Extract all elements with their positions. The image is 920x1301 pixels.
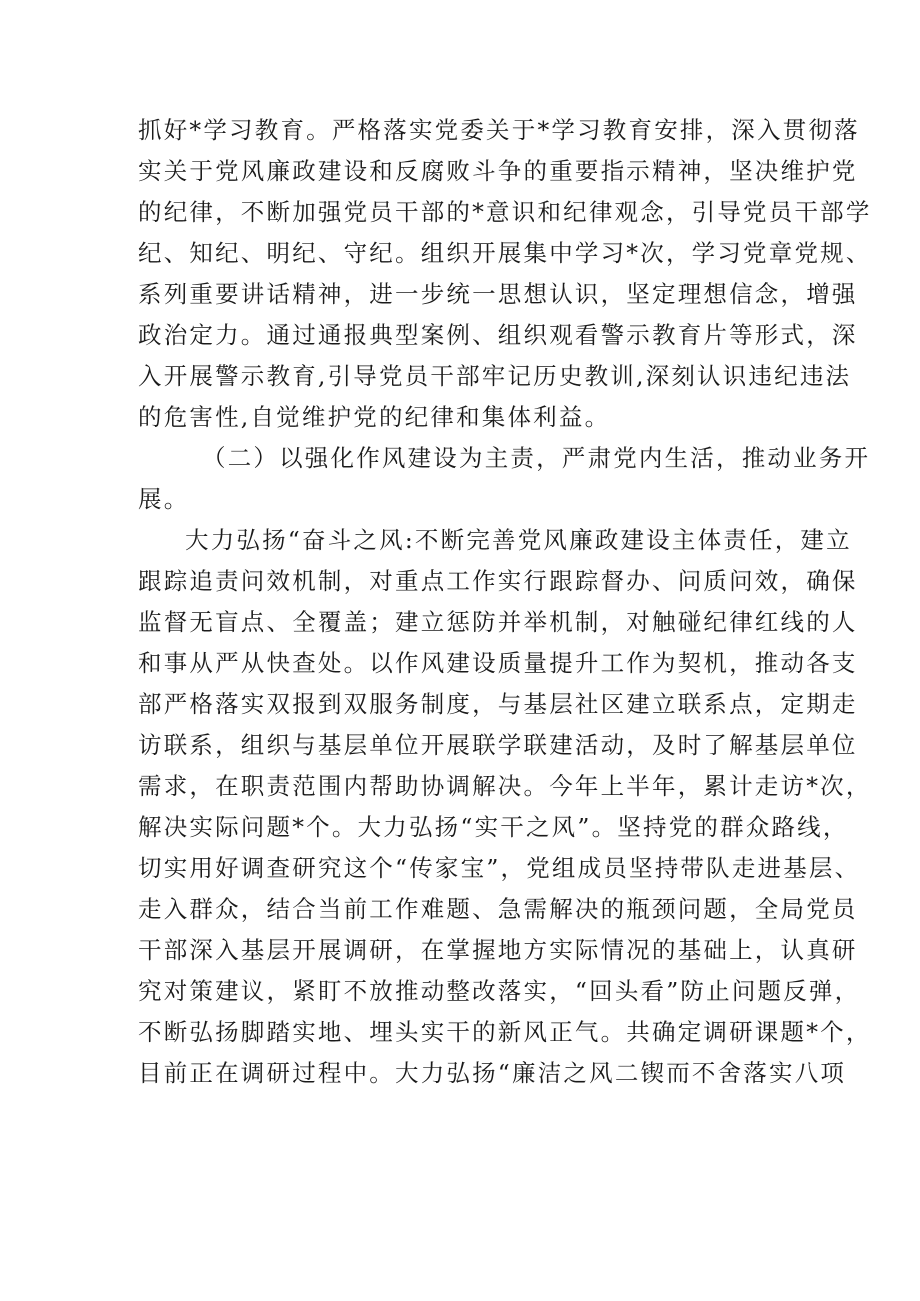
paragraph-first-line: 大力弘扬“奋斗之风:不断完善党风廉政建设主体责任，建立 bbox=[185, 526, 852, 554]
section-heading-continuation: 展。 bbox=[138, 485, 190, 513]
text-line: 系列重要讲话精神，进一步统一思想认识，坚定理想信念，增强 bbox=[138, 280, 858, 308]
text-line: 纪、知纪、明纪、守纪。组织开展集中学习*次，学习党章党规、 bbox=[138, 239, 872, 267]
text-line: 实关于党风廉政建设和反腐败斗争的重要指示精神，坚决维护党 bbox=[138, 157, 858, 185]
section-heading: （二）以强化作风建设为主责，严肃党内生活，推动业务开 bbox=[202, 444, 871, 472]
document-body bbox=[138, 110, 872, 1094]
text-line: 究对策建议，紧盯不放推动整改落实，“回头看”防止问题反弹， bbox=[138, 977, 861, 1005]
text-line: 的危害性,自觉维护党的纪律和集体利益。 bbox=[138, 403, 611, 431]
text-line: 和事从严从快查处。以作风建设质量提升工作为契机，推动各支 bbox=[138, 649, 858, 677]
text-line: 解决实际问题*个。大力弘扬“实干之风”。坚持党的群众路线， bbox=[138, 813, 849, 841]
text-line: 走入群众，结合当前工作难题、急需解决的瓶颈问题，全局党员 bbox=[138, 895, 858, 923]
text-line: 切实用好调查研究这个“传家宝”，党组成员坚持带队走进基层、 bbox=[138, 854, 861, 882]
text-line: 政治定力。通过通报典型案例、组织观看警示教育片等形式，深 bbox=[138, 321, 858, 349]
text-line: 抓好*学习教育。严格落实党委关于*学习教育安排，深入贯彻落 bbox=[138, 116, 860, 144]
text-line: 需求，在职责范围内帮助协调解决。今年上半年，累计走访*次， bbox=[138, 772, 872, 800]
text-line: 的纪律，不断加强党员干部的*意识和纪律观念，引导党员干部学 bbox=[138, 198, 872, 226]
text-line: 干部深入基层开展调研，在掌握地方实际情况的基础上，认真研 bbox=[138, 936, 858, 964]
text-line: 目前正在调研过程中。大力弘扬“廉洁之风二锲而不舍落实八项 bbox=[138, 1059, 847, 1087]
text-line: 跟踪追责问效机制，对重点工作实行跟踪督办、问质问效，确保 bbox=[138, 567, 858, 595]
text-line: 部严格落实双报到双服务制度，与基层社区建立联系点，定期走 bbox=[138, 690, 858, 718]
text-line: 不断弘扬脚踏实地、埋头实干的新风正气。共确定调研课题*个， bbox=[138, 1018, 872, 1046]
text-line: 访联系，组织与基层单位开展联学联建活动，及时了解基层单位 bbox=[138, 731, 858, 759]
text-line: 监督无盲点、全覆盖；建立惩防并举机制，对触碰纪律红线的人 bbox=[138, 608, 858, 636]
text-line: 入开展警示教育,引导党员干部牢记历史教训,深刻认识违纪违法 bbox=[138, 362, 852, 390]
